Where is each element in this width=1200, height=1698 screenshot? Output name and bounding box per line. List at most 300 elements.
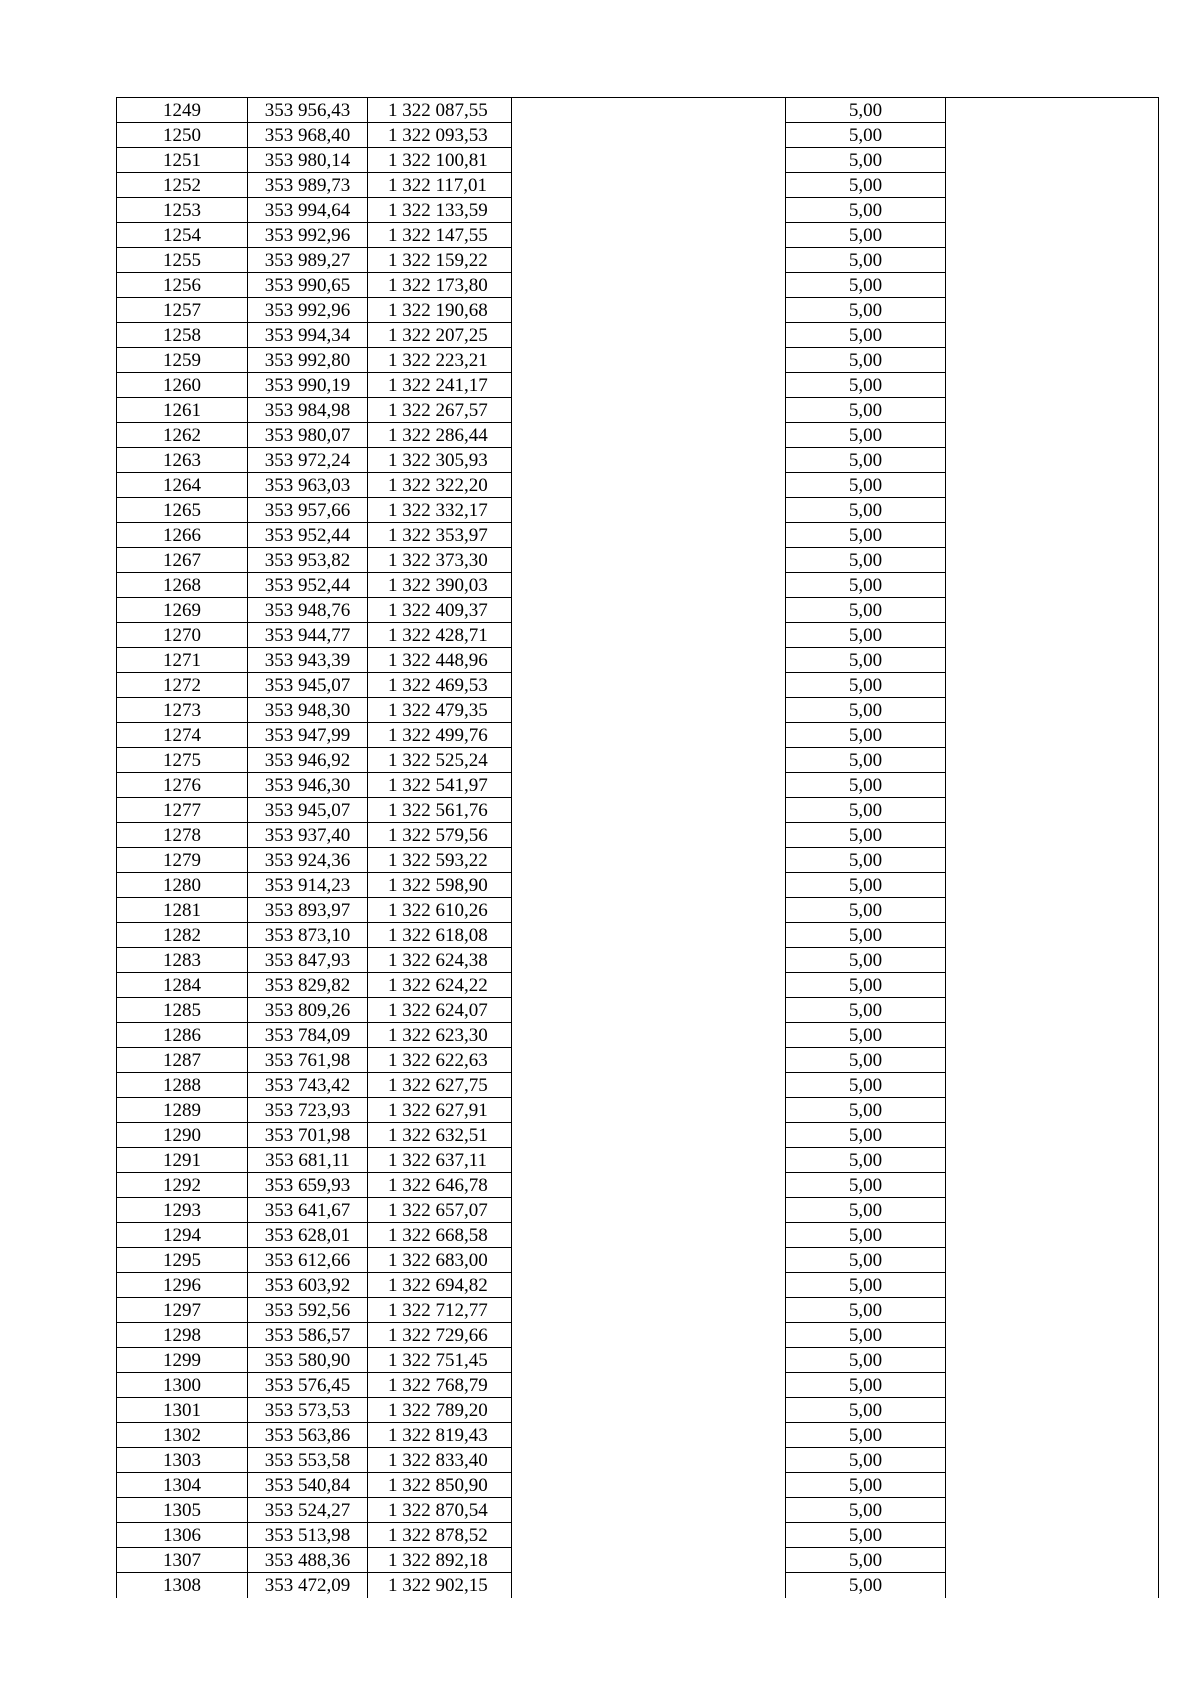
y-coordinate-cell: 1 322 624,38 (368, 948, 512, 973)
x-coordinate-cell: 353 984,98 (248, 398, 368, 423)
point-number-cell: 1293 (117, 1198, 248, 1223)
table-row (117, 423, 1159, 448)
notes-cell (946, 1423, 1159, 1448)
notes-cell (946, 648, 1159, 673)
coordinates-table-body (117, 98, 1159, 1598)
table-row (117, 623, 1159, 648)
point-number-cell: 1305 (117, 1498, 248, 1523)
x-coordinate-cell: 353 576,45 (248, 1373, 368, 1398)
y-coordinate-cell: 1 322 305,93 (368, 448, 512, 473)
blank-cell (512, 223, 786, 248)
table-row (117, 1498, 1159, 1523)
y-coordinate-cell: 1 322 892,18 (368, 1548, 512, 1573)
notes-cell (946, 523, 1159, 548)
notes-cell (946, 473, 1159, 498)
notes-cell (946, 248, 1159, 273)
point-number-cell: 1288 (117, 1073, 248, 1098)
x-coordinate-cell: 353 513,98 (248, 1523, 368, 1548)
y-coordinate-cell: 1 322 850,90 (368, 1473, 512, 1498)
x-coordinate-cell: 353 580,90 (248, 1348, 368, 1373)
blank-cell (512, 373, 786, 398)
table-row (117, 723, 1159, 748)
y-coordinate-cell: 1 322 768,79 (368, 1373, 512, 1398)
table-row (117, 1173, 1159, 1198)
blank-cell (512, 998, 786, 1023)
y-coordinate-cell: 1 322 646,78 (368, 1173, 512, 1198)
table-row (117, 948, 1159, 973)
x-coordinate-cell: 353 472,09 (248, 1573, 368, 1598)
accuracy-cell: 5,00 (786, 1573, 946, 1598)
blank-cell (512, 598, 786, 623)
blank-cell (512, 698, 786, 723)
point-number-cell: 1260 (117, 373, 248, 398)
notes-cell (946, 1223, 1159, 1248)
x-coordinate-cell: 353 829,82 (248, 973, 368, 998)
y-coordinate-cell: 1 322 668,58 (368, 1223, 512, 1248)
accuracy-cell: 5,00 (786, 1273, 946, 1298)
point-number-cell: 1306 (117, 1523, 248, 1548)
coordinates-table (116, 97, 1159, 1598)
x-coordinate-cell: 353 994,34 (248, 323, 368, 348)
notes-cell (946, 698, 1159, 723)
blank-cell (512, 1148, 786, 1173)
table-row (117, 498, 1159, 523)
point-number-cell: 1274 (117, 723, 248, 748)
accuracy-cell: 5,00 (786, 1248, 946, 1273)
blank-cell (512, 873, 786, 898)
blank-cell (512, 1198, 786, 1223)
y-coordinate-cell: 1 322 819,43 (368, 1423, 512, 1448)
blank-cell (512, 1023, 786, 1048)
notes-cell (946, 873, 1159, 898)
accuracy-cell: 5,00 (786, 223, 946, 248)
notes-cell (946, 1098, 1159, 1123)
y-coordinate-cell: 1 322 598,90 (368, 873, 512, 898)
blank-cell (512, 1448, 786, 1473)
blank-cell (512, 198, 786, 223)
y-coordinate-cell: 1 322 322,20 (368, 473, 512, 498)
x-coordinate-cell: 353 994,64 (248, 198, 368, 223)
y-coordinate-cell: 1 322 729,66 (368, 1323, 512, 1348)
point-number-cell: 1261 (117, 398, 248, 423)
blank-cell (512, 773, 786, 798)
point-number-cell: 1273 (117, 698, 248, 723)
x-coordinate-cell: 353 992,96 (248, 298, 368, 323)
y-coordinate-cell: 1 322 833,40 (368, 1448, 512, 1473)
point-number-cell: 1280 (117, 873, 248, 898)
table-row (117, 1473, 1159, 1498)
blank-cell (512, 98, 786, 123)
x-coordinate-cell: 353 681,11 (248, 1148, 368, 1173)
table-row (117, 973, 1159, 998)
notes-cell (946, 998, 1159, 1023)
blank-cell (512, 1123, 786, 1148)
blank-cell (512, 823, 786, 848)
blank-cell (512, 1548, 786, 1573)
x-coordinate-cell: 353 873,10 (248, 923, 368, 948)
table-row (117, 698, 1159, 723)
y-coordinate-cell: 1 322 878,52 (368, 1523, 512, 1548)
point-number-cell: 1267 (117, 548, 248, 573)
table-row (117, 1023, 1159, 1048)
x-coordinate-cell: 353 603,92 (248, 1273, 368, 1298)
x-coordinate-cell: 353 809,26 (248, 998, 368, 1023)
table-row (117, 548, 1159, 573)
accuracy-cell: 5,00 (786, 848, 946, 873)
accuracy-cell: 5,00 (786, 1048, 946, 1073)
blank-cell (512, 1273, 786, 1298)
notes-cell (946, 948, 1159, 973)
blank-cell (512, 323, 786, 348)
blank-cell (512, 648, 786, 673)
y-coordinate-cell: 1 322 093,53 (368, 123, 512, 148)
table-row (117, 798, 1159, 823)
table-row (117, 1423, 1159, 1448)
x-coordinate-cell: 353 963,03 (248, 473, 368, 498)
blank-cell (512, 723, 786, 748)
accuracy-cell: 5,00 (786, 1098, 946, 1123)
y-coordinate-cell: 1 322 173,80 (368, 273, 512, 298)
notes-cell (946, 748, 1159, 773)
notes-cell (946, 348, 1159, 373)
accuracy-cell: 5,00 (786, 773, 946, 798)
x-coordinate-cell: 353 990,19 (248, 373, 368, 398)
y-coordinate-cell: 1 322 712,77 (368, 1298, 512, 1323)
table-row (117, 1248, 1159, 1273)
x-coordinate-cell: 353 992,80 (248, 348, 368, 373)
x-coordinate-cell: 353 761,98 (248, 1048, 368, 1073)
x-coordinate-cell: 353 968,40 (248, 123, 368, 148)
blank-cell (512, 1298, 786, 1323)
y-coordinate-cell: 1 322 627,75 (368, 1073, 512, 1098)
point-number-cell: 1292 (117, 1173, 248, 1198)
point-number-cell: 1252 (117, 173, 248, 198)
x-coordinate-cell: 353 641,67 (248, 1198, 368, 1223)
y-coordinate-cell: 1 322 624,07 (368, 998, 512, 1023)
notes-cell (946, 273, 1159, 298)
notes-cell (946, 973, 1159, 998)
point-number-cell: 1300 (117, 1373, 248, 1398)
accuracy-cell: 5,00 (786, 673, 946, 698)
blank-cell (512, 1373, 786, 1398)
accuracy-cell: 5,00 (786, 498, 946, 523)
y-coordinate-cell: 1 322 267,57 (368, 398, 512, 423)
x-coordinate-cell: 353 914,23 (248, 873, 368, 898)
table-row (117, 748, 1159, 773)
x-coordinate-cell: 353 592,56 (248, 1298, 368, 1323)
accuracy-cell: 5,00 (786, 423, 946, 448)
notes-cell (946, 898, 1159, 923)
notes-cell (946, 573, 1159, 598)
blank-cell (512, 1073, 786, 1098)
accuracy-cell: 5,00 (786, 873, 946, 898)
table-row (117, 123, 1159, 148)
table-row (117, 348, 1159, 373)
y-coordinate-cell: 1 322 499,76 (368, 723, 512, 748)
blank-cell (512, 173, 786, 198)
point-number-cell: 1290 (117, 1123, 248, 1148)
accuracy-cell: 5,00 (786, 1498, 946, 1523)
accuracy-cell: 5,00 (786, 298, 946, 323)
table-row (117, 98, 1159, 123)
notes-cell (946, 1198, 1159, 1223)
notes-cell (946, 1048, 1159, 1073)
x-coordinate-cell: 353 573,53 (248, 1398, 368, 1423)
table-row (117, 223, 1159, 248)
table-row (117, 1198, 1159, 1223)
notes-cell (946, 1348, 1159, 1373)
accuracy-cell: 5,00 (786, 898, 946, 923)
notes-cell (946, 548, 1159, 573)
table-row (117, 173, 1159, 198)
y-coordinate-cell: 1 322 223,21 (368, 348, 512, 373)
accuracy-cell: 5,00 (786, 1073, 946, 1098)
point-number-cell: 1271 (117, 648, 248, 673)
y-coordinate-cell: 1 322 579,56 (368, 823, 512, 848)
y-coordinate-cell: 1 322 618,08 (368, 923, 512, 948)
y-coordinate-cell: 1 322 373,30 (368, 548, 512, 573)
table-row (117, 1323, 1159, 1348)
y-coordinate-cell: 1 322 683,00 (368, 1248, 512, 1273)
x-coordinate-cell: 353 957,66 (248, 498, 368, 523)
table-row (117, 248, 1159, 273)
x-coordinate-cell: 353 563,86 (248, 1423, 368, 1448)
table-row (117, 673, 1159, 698)
accuracy-cell: 5,00 (786, 623, 946, 648)
notes-cell (946, 1248, 1159, 1273)
accuracy-cell: 5,00 (786, 698, 946, 723)
point-number-cell: 1289 (117, 1098, 248, 1123)
y-coordinate-cell: 1 322 694,82 (368, 1273, 512, 1298)
blank-cell (512, 673, 786, 698)
accuracy-cell: 5,00 (786, 1148, 946, 1173)
x-coordinate-cell: 353 946,92 (248, 748, 368, 773)
accuracy-cell: 5,00 (786, 748, 946, 773)
point-number-cell: 1270 (117, 623, 248, 648)
point-number-cell: 1250 (117, 123, 248, 148)
accuracy-cell: 5,00 (786, 798, 946, 823)
notes-cell (946, 1173, 1159, 1198)
blank-cell (512, 1348, 786, 1373)
blank-cell (512, 273, 786, 298)
blank-cell (512, 448, 786, 473)
accuracy-cell: 5,00 (786, 98, 946, 123)
table-row (117, 448, 1159, 473)
notes-cell (946, 1148, 1159, 1173)
x-coordinate-cell: 353 488,36 (248, 1548, 368, 1573)
y-coordinate-cell: 1 322 789,20 (368, 1398, 512, 1423)
point-number-cell: 1304 (117, 1473, 248, 1498)
blank-cell (512, 248, 786, 273)
notes-cell (946, 1273, 1159, 1298)
y-coordinate-cell: 1 322 632,51 (368, 1123, 512, 1148)
accuracy-cell: 5,00 (786, 1473, 946, 1498)
point-number-cell: 1275 (117, 748, 248, 773)
point-number-cell: 1257 (117, 298, 248, 323)
table-row (117, 1348, 1159, 1373)
table-row (117, 1123, 1159, 1148)
table-row (117, 923, 1159, 948)
blank-cell (512, 1573, 786, 1598)
table-row (117, 1398, 1159, 1423)
accuracy-cell: 5,00 (786, 373, 946, 398)
blank-cell (512, 798, 786, 823)
y-coordinate-cell: 1 322 623,30 (368, 1023, 512, 1048)
point-number-cell: 1254 (117, 223, 248, 248)
y-coordinate-cell: 1 322 147,55 (368, 223, 512, 248)
notes-cell (946, 1548, 1159, 1573)
table-row (117, 298, 1159, 323)
y-coordinate-cell: 1 322 469,53 (368, 673, 512, 698)
accuracy-cell: 5,00 (786, 1173, 946, 1198)
table-row (117, 598, 1159, 623)
accuracy-cell: 5,00 (786, 173, 946, 198)
table-row (117, 1273, 1159, 1298)
point-number-cell: 1291 (117, 1148, 248, 1173)
accuracy-cell: 5,00 (786, 1423, 946, 1448)
accuracy-cell: 5,00 (786, 1198, 946, 1223)
notes-cell (946, 1473, 1159, 1498)
accuracy-cell: 5,00 (786, 923, 946, 948)
table-row (117, 773, 1159, 798)
blank-cell (512, 423, 786, 448)
point-number-cell: 1299 (117, 1348, 248, 1373)
point-number-cell: 1301 (117, 1398, 248, 1423)
table-row (117, 648, 1159, 673)
accuracy-cell: 5,00 (786, 1223, 946, 1248)
blank-cell (512, 573, 786, 598)
blank-cell (512, 548, 786, 573)
table-row (117, 848, 1159, 873)
point-number-cell: 1263 (117, 448, 248, 473)
point-number-cell: 1283 (117, 948, 248, 973)
accuracy-cell: 5,00 (786, 448, 946, 473)
y-coordinate-cell: 1 322 159,22 (368, 248, 512, 273)
accuracy-cell: 5,00 (786, 1348, 946, 1373)
x-coordinate-cell: 353 943,39 (248, 648, 368, 673)
table-row (117, 1298, 1159, 1323)
point-number-cell: 1297 (117, 1298, 248, 1323)
table-row (117, 1523, 1159, 1548)
blank-cell (512, 948, 786, 973)
point-number-cell: 1258 (117, 323, 248, 348)
blank-cell (512, 973, 786, 998)
x-coordinate-cell: 353 980,14 (248, 148, 368, 173)
point-number-cell: 1286 (117, 1023, 248, 1048)
blank-cell (512, 473, 786, 498)
notes-cell (946, 1448, 1159, 1473)
accuracy-cell: 5,00 (786, 948, 946, 973)
y-coordinate-cell: 1 322 627,91 (368, 1098, 512, 1123)
table-row (117, 198, 1159, 223)
point-number-cell: 1282 (117, 923, 248, 948)
point-number-cell: 1255 (117, 248, 248, 273)
y-coordinate-cell: 1 322 870,54 (368, 1498, 512, 1523)
blank-cell (512, 148, 786, 173)
y-coordinate-cell: 1 322 087,55 (368, 98, 512, 123)
table-row (117, 998, 1159, 1023)
accuracy-cell: 5,00 (786, 998, 946, 1023)
point-number-cell: 1302 (117, 1423, 248, 1448)
point-number-cell: 1272 (117, 673, 248, 698)
y-coordinate-cell: 1 322 525,24 (368, 748, 512, 773)
table-row (117, 1098, 1159, 1123)
point-number-cell: 1276 (117, 773, 248, 798)
x-coordinate-cell: 353 952,44 (248, 523, 368, 548)
blank-cell (512, 1498, 786, 1523)
y-coordinate-cell: 1 322 657,07 (368, 1198, 512, 1223)
blank-cell (512, 348, 786, 373)
accuracy-cell: 5,00 (786, 1023, 946, 1048)
notes-cell (946, 1298, 1159, 1323)
y-coordinate-cell: 1 322 390,03 (368, 573, 512, 598)
notes-cell (946, 173, 1159, 198)
blank-cell (512, 1323, 786, 1348)
x-coordinate-cell: 353 524,27 (248, 1498, 368, 1523)
notes-cell (946, 423, 1159, 448)
notes-cell (946, 1023, 1159, 1048)
table-row (117, 573, 1159, 598)
blank-cell (512, 748, 786, 773)
accuracy-cell: 5,00 (786, 198, 946, 223)
blank-cell (512, 1398, 786, 1423)
point-number-cell: 1265 (117, 498, 248, 523)
accuracy-cell: 5,00 (786, 1448, 946, 1473)
x-coordinate-cell: 353 989,73 (248, 173, 368, 198)
y-coordinate-cell: 1 322 610,26 (368, 898, 512, 923)
y-coordinate-cell: 1 322 637,11 (368, 1148, 512, 1173)
y-coordinate-cell: 1 322 409,37 (368, 598, 512, 623)
x-coordinate-cell: 353 948,30 (248, 698, 368, 723)
y-coordinate-cell: 1 322 100,81 (368, 148, 512, 173)
point-number-cell: 1307 (117, 1548, 248, 1573)
y-coordinate-cell: 1 322 751,45 (368, 1348, 512, 1373)
point-number-cell: 1279 (117, 848, 248, 873)
table-row (117, 323, 1159, 348)
x-coordinate-cell: 353 947,99 (248, 723, 368, 748)
blank-cell (512, 398, 786, 423)
notes-cell (946, 398, 1159, 423)
notes-cell (946, 923, 1159, 948)
blank-cell (512, 923, 786, 948)
notes-cell (946, 1373, 1159, 1398)
y-coordinate-cell: 1 322 479,35 (368, 698, 512, 723)
x-coordinate-cell: 353 992,96 (248, 223, 368, 248)
x-coordinate-cell: 353 952,44 (248, 573, 368, 598)
point-number-cell: 1277 (117, 798, 248, 823)
accuracy-cell: 5,00 (786, 148, 946, 173)
notes-cell (946, 498, 1159, 523)
x-coordinate-cell: 353 953,82 (248, 548, 368, 573)
table-row (117, 1073, 1159, 1098)
blank-cell (512, 123, 786, 148)
point-number-cell: 1269 (117, 598, 248, 623)
notes-cell (946, 823, 1159, 848)
accuracy-cell: 5,00 (786, 273, 946, 298)
x-coordinate-cell: 353 989,27 (248, 248, 368, 273)
accuracy-cell: 5,00 (786, 1298, 946, 1323)
blank-cell (512, 1248, 786, 1273)
y-coordinate-cell: 1 322 593,22 (368, 848, 512, 873)
y-coordinate-cell: 1 322 332,17 (368, 498, 512, 523)
x-coordinate-cell: 353 586,57 (248, 1323, 368, 1348)
notes-cell (946, 1398, 1159, 1423)
point-number-cell: 1278 (117, 823, 248, 848)
y-coordinate-cell: 1 322 353,97 (368, 523, 512, 548)
notes-cell (946, 673, 1159, 698)
table-row (117, 1148, 1159, 1173)
point-number-cell: 1259 (117, 348, 248, 373)
